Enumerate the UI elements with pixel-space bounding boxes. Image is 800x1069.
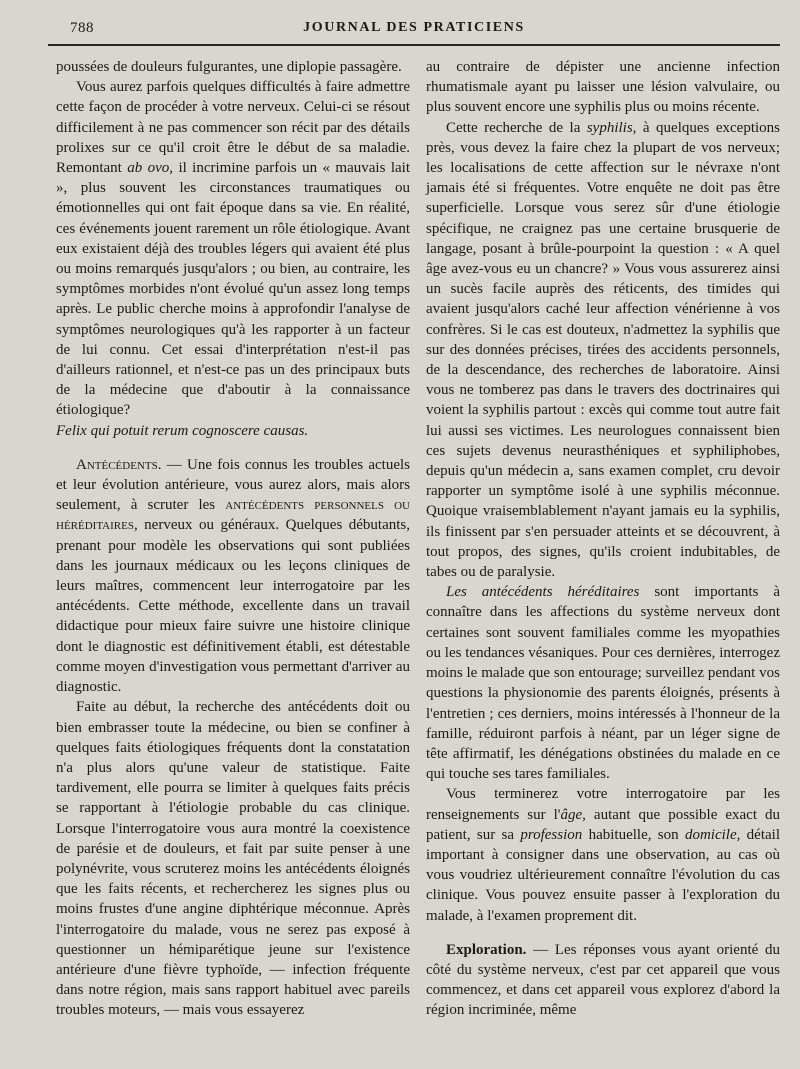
paragraph	[56, 455, 410, 697]
paragraph-text: Cette recherche de la	[446, 119, 587, 136]
paragraph	[426, 940, 780, 1021]
paragraph	[426, 57, 780, 118]
paragraph-text: nerveux ou généraux. Quelques débutants, prenant pour modèle les observations qui sont publiées dans les journaux médicaux ou les leçons cliniques de leurs maîtres, commencent leur interrogatoire par les antécédents. Cette méthode, excellente dans un travail didactique pour mieux faire suivre une histoire clinique dont le diagnostic est définitivement établi, est détestable comme moyen d'investigation vous permettant d'arriver au diagnostic.	[56, 517, 410, 696]
paragraph	[56, 697, 410, 1020]
paragraph	[426, 118, 780, 583]
latin-phrase: ab ovo,	[127, 160, 174, 177]
quote-text: Felix qui potuit rerum cognoscere causas.	[56, 422, 309, 439]
latin-quote	[56, 421, 410, 441]
paragraph	[426, 784, 780, 925]
italic-term: âge,	[560, 806, 586, 823]
small-caps-phrase: antécédents personnels ou héréditaires,	[56, 497, 410, 534]
left-column	[56, 57, 410, 1021]
paragraph-text: au contraire de dépister une ancienne infection rhumatismale ayant pu laisser une lésion valvulaire, ou plus souvent encore une syphilis plus ou moins récente.	[426, 59, 780, 116]
section-heading: Antécédents.	[76, 456, 162, 473]
paragraph-text: poussées de douleurs fulgurantes, une diplopie passagère.	[56, 59, 402, 75]
right-column	[426, 57, 780, 1021]
paragraph-text: il incrimine parfois un « mauvais lait », plus souvent les circonstances traumatiques ou émotionnelles qui ont fait époque dans sa vie. En réalité, ces événements jouent rarement un rôle étiologique. Avant eux existaient déjà des troubles légers qui avaient été plus ou moins remarqués jusqu'alors ; ou bien, au contraire, les symptômes morbides n'ont évolué qu'un assez long temps après. Le public cherche moins à approfondir l'analyse de symptômes neurologiques qu'à les rapporter à un facteur de lui connu. Cet essai d'interprétation n'est-il pas d'ailleurs rationnel, et n'est-ce pas un des principaux buts de la médecine que d'aboutir à la connaissance étiologique?	[56, 160, 410, 419]
paragraph-text: Vous terminerez votre interrogatoire par les renseignements sur l'	[426, 786, 780, 823]
paragraph-text: — Les réponses vous ayant orienté du côté du système nerveux, c'est par cet appareil que vous commencez, et dans cet appareil vous explorez d'abord la région incriminée, même	[426, 941, 780, 1019]
page-number: 788	[70, 20, 94, 36]
paragraph-text: Faite au début, la recherche des antécédents doit ou bien embrasser toute la médecine, ou bien se confiner à quelques faits étiologiques fréquents dont la constatation n'a plus alors qu'une valeur de statistique. Faite tardivement, elle pourra se limiter à quelques faits précis se rapportant à l'étiologie probable du cas clinique. Lorsque l'interrogatoire vous aura montré la coexistence de parésie et de douleurs, et fait par suite penser à une polynévrite, vous scruterez moins les antécédents éloignés que les faits récents, et rechercherez les signes plus ou moins frustes d'une angine diphtérique méconnue. Après l'interrogatoire du malade, vous ne serez pas exposé à questionner un hémiparétique jeune sur l'existence antérieure d'une fièvre typhoïde, — infection fréquente dans notre région, mais sans rapport habituel avec pareils troubles moteurs, — mais vous essayerez	[56, 699, 410, 1019]
paragraph-text: à quelques exceptions près, vous devez la faire chez la plupart de vos nerveux; les localisations de cette affection sur le névraxe n'ont jamais été si fréquentes. Votre enquête ne doit pas être superficielle. Lorsque vous serez sûr d'une étiologie spécifique, ne craignez pas une certaine brusquerie de langage, posant à brûle-pourpoint la question : « A quel âge avez-vous eu un chancre? » Vous vous assurerez ainsi un sucès facile auprès des réticents, des timides qui avaient jusqu'alors caché leur affection vénérienne à vos confrères. Si le cas est douteux, n'admettez la syphilis que sur des données précises, tirées des accidents personnels, de la descendance, des recherches de laboratoire. Ainsi vous ne tomberez pas dans le travers des doctrinaires qui voient la syphilis partout : excès qui comme tout autre fait lui aussi ses victimes. Les neurologues connaissent bien ces sujets devenus neurasthéniques et syphiliphobes, depuis qu'un médecin a, sans examen complet, cru devoir rapporter un symptôme isolé à une syphilis méconnue. Quoique vraisemblablement n'ayant jamais eu la syphilis, ils finissent par s'en persuader atteints et se découvrent, à tout propos, des signes, qu'ils croient indubitables, de tabes ou de paralysie.	[426, 119, 781, 581]
journal-title: JOURNAL DES PRATICIENS	[303, 20, 525, 35]
paragraph-text: habituelle, son	[582, 826, 685, 843]
paragraph-text: autant que possible exact du patient, sur sa	[426, 806, 780, 843]
paragraph-text: Vous aurez parfois quelques difficultés à faire admettre cette façon de procéder à votre nerveux. Celui-ci se résout difficilement à ne pas commencer son récit par des détails prolixes sur ce qu'il croit être le début de sa maladie. Remontant	[56, 79, 410, 177]
header-rule	[48, 44, 780, 46]
italic-term: syphilis,	[586, 119, 637, 136]
running-header	[48, 20, 780, 42]
paragraph-text: détail important à consigner dans une observation, au cas où vous voudriez ultérieurement connaître l'évolution du cas clinique. Vous pouvez ensuite passer à l'exploration du malade, à l'examen proprement dit.	[426, 826, 780, 924]
paragraph	[426, 582, 780, 784]
italic-term: domicile,	[684, 826, 741, 843]
italic-term: Les antécédents héréditaires	[446, 584, 640, 601]
paragraph	[56, 77, 410, 420]
section-heading: Exploration.	[446, 941, 527, 958]
italic-term: profession	[520, 826, 583, 843]
paragraph-text: sont importants à connaître dans les affections du système nerveux dont certaines sont souvent familiales comme les myopathies ou les tendances vésaniques. Pour ces dernières, interrogez moins le malade que son entourage; surveillez pendant vos questions la physionomie des parents éloignés, présents à l'entretien ; ces derniers, moins intéressés à l'honneur de la famille, réduiront parfois à néant, par un léger signe de tête affirmatif, les dénégations obstinées du malade en ce qui touche ses tares familiales.	[426, 584, 781, 783]
paragraph	[56, 57, 410, 77]
paragraph-text: — Une fois connus les troubles actuels et leur évolution antérieure, vous aurez alors, mais alors seulement, à scruter les	[56, 456, 410, 514]
